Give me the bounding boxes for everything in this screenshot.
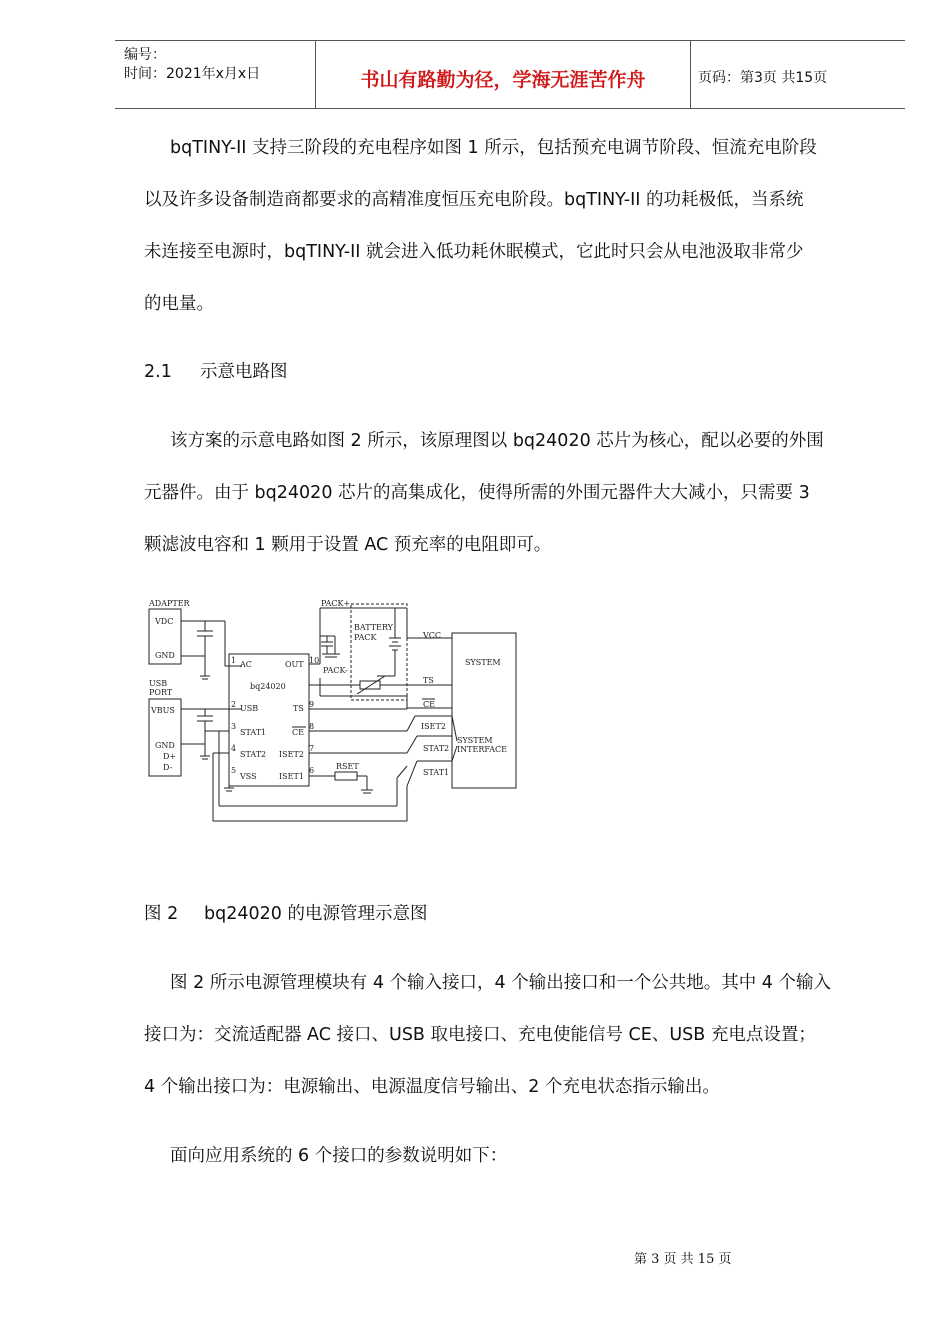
rset-label: RSET [336,762,359,771]
header-page-cell [690,41,905,108]
header-meta [115,41,315,108]
pin-stat1: STAT1 [240,728,267,737]
pin-number: 7 [309,744,315,753]
section-heading [144,358,288,383]
pin-number: 10 [309,656,320,665]
pin-number: 4 [231,744,237,753]
header-page-info: 页码：第3页 共15页 [698,70,828,86]
adapter-label: ADAPTER [149,599,190,608]
paragraph-line: 未连接至电源时，bqTINY-II 就会进入低功耗休眠模式，它此时只会从电池汲取非常少 [144,242,804,262]
pin-number: 2 [231,700,237,709]
pin-usb: USB [240,704,259,713]
paragraph-line: 的电量。 [144,294,214,314]
circuit-schematic [145,596,525,826]
paragraph-line: 该方案的示意电路如图 2 所示，该原理图以 bq24020 芯片为核心，配以必要的外围 [170,431,824,451]
system-label: SYSTEM [465,658,501,667]
rset-resistor [335,772,357,780]
paragraph-line: 面向应用系统的 6 个接口的参数说明如下： [170,1146,508,1166]
port-label: PORT [149,688,173,697]
document-time-label: 时间：2021年x月x日 [124,66,261,82]
pin-iset1: ISET1 [279,772,304,781]
thermistor [360,681,380,689]
pin-number: 1 [231,656,237,665]
pack-plus-label: PACK+ [321,599,351,608]
stat2-label: STAT2 [423,744,450,753]
system-interface-label-1: SYSTEM [457,736,493,745]
battery-pack-outline [351,604,407,700]
paragraph-parameters [144,1130,884,1182]
dplus-label: D+ [163,752,177,761]
paragraph-line: bqTINY-II 支持三阶段的充电程序如图 1 所示，包括预充电调节阶段、恒流充电阶段 [170,138,817,158]
figure-number: 图 2 [144,904,179,924]
pin-stat2: STAT2 [240,750,267,759]
paragraph-line: 以及许多设备制造商都要求的高精准度恒压充电阶段。bqTINY-II 的功耗极低，当系统 [144,190,804,210]
document-number-label: 编号： [124,47,166,63]
system-interface-label-2: INTERFACE [457,745,507,754]
battery-pack-label: PACK [354,633,377,642]
pin-number: 9 [309,700,315,709]
usb-gnd-label: GND [155,741,175,750]
pin-iset2: ISET2 [279,750,304,759]
pin-ac: AC [240,660,252,669]
pin-number: 3 [231,722,237,731]
iset2-label: ISET2 [421,722,446,731]
system-box [452,633,516,788]
figure-title: bq24020 的电源管理示意图 [204,904,428,924]
page-header [115,40,905,109]
pin-vss: VSS [240,772,257,781]
pack-minus-label: PACK- [323,666,348,675]
ce-label: CE [423,700,435,709]
paragraph-line: 颗滤波电容和 1 颗用于设置 AC 预充率的电阻即可。 [144,535,552,555]
pin-number: 8 [309,722,315,731]
paragraph-intro [144,122,884,330]
chip-body [229,654,309,786]
header-motto: 书山有路勤为径，学海无涯苦作舟 [360,69,646,91]
paragraph-schematic-intro [144,415,884,571]
paragraph-line: 图 2 所示电源管理模块有 4 个输入接口，4 个输出接口和一个公共地。其中 4 个输入 [170,973,831,993]
pin-number: 6 [309,766,315,775]
paragraph-interfaces [144,957,884,1113]
dminus-label: D- [163,763,173,772]
vcc-label: VCC [423,631,442,640]
ts-label: TS [423,676,434,685]
paragraph-line: 4 个输出接口为：电源输出、电源温度信号输出、2 个充电状态指示输出。 [144,1077,720,1097]
pin-number: 5 [231,766,237,775]
chip-name: bq24020 [250,682,286,691]
battery-label: BATTERY [354,623,393,632]
paragraph-line: 元器件。由于 bq24020 芯片的高集成化，使得所需的外围元器件大大减小，只需要 3 [144,483,810,503]
pin-ts: TS [293,704,304,713]
adapter-gnd-label: GND [155,651,175,660]
stat1-label: STAT1 [423,768,450,777]
usb-label: USB [149,679,168,688]
vdc-label: VDC [155,617,174,626]
pin-out: OUT [285,660,304,669]
section-title: 示意电路图 [200,362,288,382]
pin-ce: CE [292,728,304,737]
figure-caption [144,900,427,925]
section-number: 2.1 [144,362,172,382]
vbus-label: VBUS [151,706,175,715]
paragraph-line: 接口为：交流适配器 AC 接口、USB 取电接口、充电使能信号 CE、USB 充电点设置； [144,1025,816,1045]
page-footer: 第 3 页 共 15 页 [634,1252,732,1267]
header-motto-cell [315,41,691,108]
